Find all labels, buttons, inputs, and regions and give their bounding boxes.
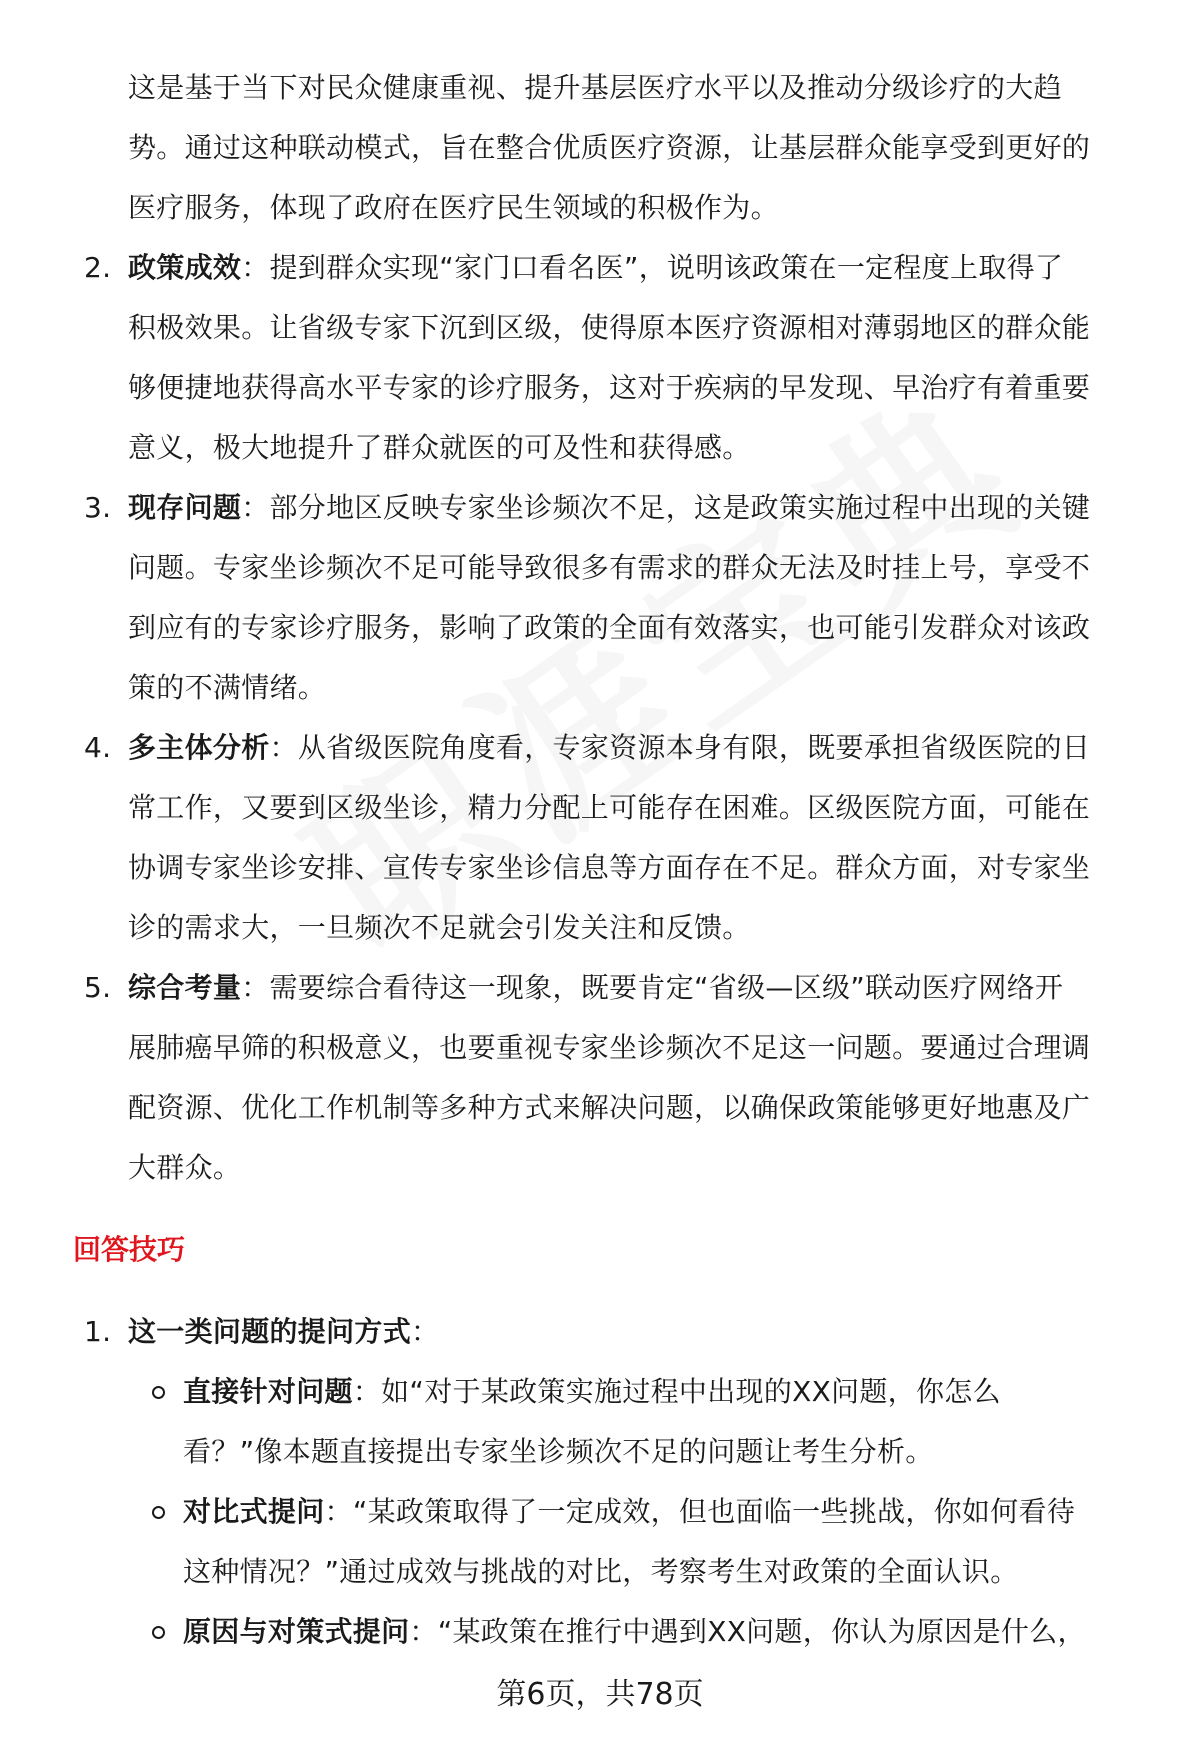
sub-list-item [0,1482,1200,1542]
bullet-circle-icon [152,1626,165,1639]
list-text-line: 策的不满情绪。 [128,671,327,704]
list-number: 4. [84,731,112,764]
list-text: ： [411,1315,440,1348]
list-text-line: 协调专家坐诊安排、宣传专家坐诊信息等方面存在不足。群众方面，对专家坐 [128,851,1091,884]
list-number: 3. [84,491,112,524]
page-footer: 第6页，共78页 [496,1677,704,1712]
list-text-line: 展肺癌早筛的积极意义，也要重视专家坐诊频次不足这一问题。要通过合理调 [128,1031,1091,1064]
list-text-line: 配资源、优化工作机制等多种方式来解决问题，以确保政策能够更好地惠及广 [128,1091,1091,1124]
sub-term: 直接针对问题 [183,1375,353,1408]
sub-term: 对比式提问 [183,1495,325,1528]
intro-line: 这是基于当下对民众健康重视、提升基层医疗水平以及推动分级诊疗的大趋 [128,71,1062,104]
sub-text: ：如“对于某政策实施过程中出现的XX问题，你怎么 [352,1375,1001,1408]
list-text: ：需要综合看待这一现象，既要肯定“省级—区级”联动医疗网络开 [241,971,1064,1004]
list-number: 1. [84,1315,112,1348]
list-number: 5. [84,971,112,1004]
list-text-line: 够便捷地获得高水平专家的诊疗服务，这对于疾病的早发现、早治疗有着重要 [128,371,1091,404]
list-item-2 [0,238,1200,298]
sub-text: ：“某政策取得了一定成效，但也面临一些挑战，你如何看待 [324,1495,1076,1528]
bullet-circle-icon [152,1386,165,1399]
list-text-line: 意义，极大地提升了群众就医的可及性和获得感。 [128,431,751,464]
page-content [0,58,1200,1662]
list-number: 2. [84,251,112,284]
bullet-circle-icon [152,1506,165,1519]
list-term: 政策成效 [128,251,242,284]
list-text: ：从省级医院角度看，专家资源本身有限，既要承担省级医院的日 [269,731,1091,764]
list-term: 多主体分析 [128,731,270,764]
tips-item-1 [0,1302,1200,1362]
list-text-line: 问题。专家坐诊频次不足可能导致很多有需求的群众无法及时挂上号，享受不 [128,551,1091,584]
intro-line: 势。通过这种联动模式，旨在整合优质医疗资源，让基层群众能享受到更好的 [128,131,1091,164]
sub-term: 原因与对策式提问 [183,1615,410,1648]
list-text-line: 常工作，又要到区级坐诊，精力分配上可能存在困难。区级医院方面，可能在 [128,791,1091,824]
intro-line: 医疗服务，体现了政府在医疗民生领域的积极作为。 [128,191,779,224]
list-item-3 [0,478,1200,538]
list-term: 这一类问题的提问方式 [128,1315,412,1348]
list-term: 现存问题 [128,491,242,524]
sub-list-item [0,1362,1200,1422]
list-item-4 [0,718,1200,778]
list-text: ：部分地区反映专家坐诊频次不足，这是政策实施过程中出现的关键 [241,491,1091,524]
list-text-line: 诊的需求大，一旦频次不足就会引发关注和反馈。 [128,911,751,944]
sub-list-item [0,1602,1200,1662]
list-text: ：提到群众实现“家门口看名医”，说明该政策在一定程度上取得了 [241,251,1064,284]
list-text-line: 积极效果。让省级专家下沉到区级，使得原本医疗资源相对薄弱地区的群众能 [128,311,1091,344]
list-item-5 [0,958,1200,1018]
list-text-line: 大群众。 [128,1151,242,1184]
list-text-line: 到应有的专家诊疗服务，影响了政策的全面有效落实，也可能引发群众对该政 [128,611,1091,644]
list-term: 综合考量 [128,971,242,1004]
sub-text-line: 看？”像本题直接提出专家坐诊频次不足的问题让考生分析。 [183,1435,934,1468]
section-heading: 回答技巧 [73,1233,186,1266]
sub-text: ：“某政策在推行中遇到XX问题，你认为原因是什么， [409,1615,1086,1648]
sub-text-line: 这种情况？”通过成效与挑战的对比，考察考生对政策的全面认识。 [183,1555,1019,1588]
